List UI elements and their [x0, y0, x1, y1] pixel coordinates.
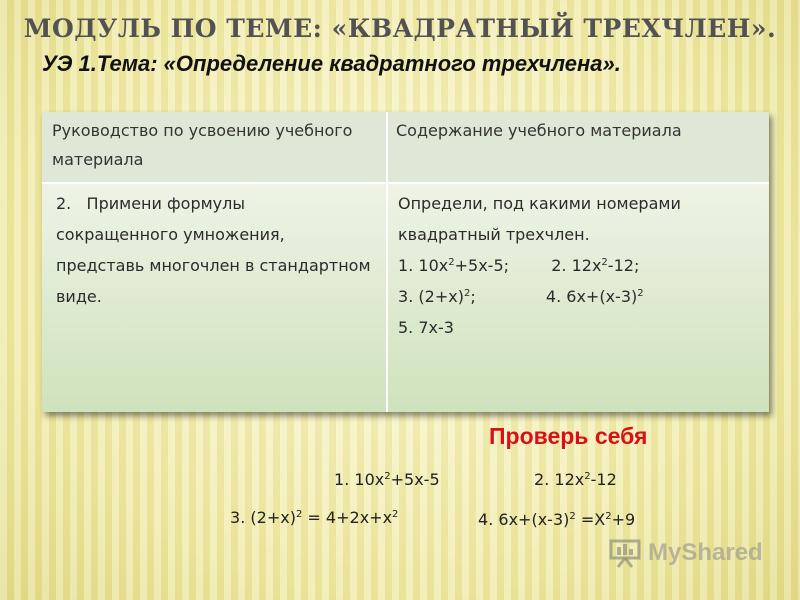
content-item-row — [398, 250, 759, 281]
content-table — [42, 112, 769, 412]
content-intro: Определи, под какими номерами квадратный трехчлен. — [398, 194, 681, 244]
table-header-guidance: Руководство по усвоению учебного материала — [42, 112, 388, 184]
answer-1: 1. $10x^2+5x-5$ — [334, 470, 440, 489]
content-item-row — [398, 281, 759, 312]
content-item-1: 1. $10x^2+5x-5$; — [398, 256, 510, 275]
answer-3: 3. $(2+x)^2 = 4+2x+x^2$ — [230, 508, 399, 527]
content-item-3: 3. $(2+x)^2$; — [398, 287, 476, 306]
watermark-text: MyShared — [648, 539, 763, 566]
table-header-content: Содержание учебного материала — [388, 112, 769, 184]
slide-title: МОДУЛЬ ПО ТЕМЕ: «КВАДРАТНЫЙ ТРЕХЧЛЕН». — [23, 14, 777, 43]
answer-4: 4. $6x+(x-3)^2 =X^2+9$ — [478, 510, 636, 529]
content-cell — [388, 184, 769, 412]
slide-subtitle: УЭ 1.Тема: «Определение квадратного трехчлена». — [42, 51, 621, 76]
content-item-5: 5. 7x-3 — [398, 318, 454, 337]
content-item-2: 2. $12x^2-12$; — [551, 256, 640, 275]
watermark-logo — [608, 538, 763, 568]
guidance-number: 2. — [56, 194, 72, 213]
guidance-text: Примени формулы сокращенного умножения, представь многочлен в стандартном виде. — [56, 194, 371, 306]
check-yourself-title: Проверь себя — [489, 423, 648, 449]
presentation-board-icon — [608, 538, 642, 568]
answer-2: 2. $12x^2-12$ — [534, 470, 617, 489]
content-item-4: 4. $6x+(x-3)^2$ — [545, 287, 644, 306]
content-item-row — [398, 312, 759, 343]
guidance-cell — [42, 184, 388, 412]
